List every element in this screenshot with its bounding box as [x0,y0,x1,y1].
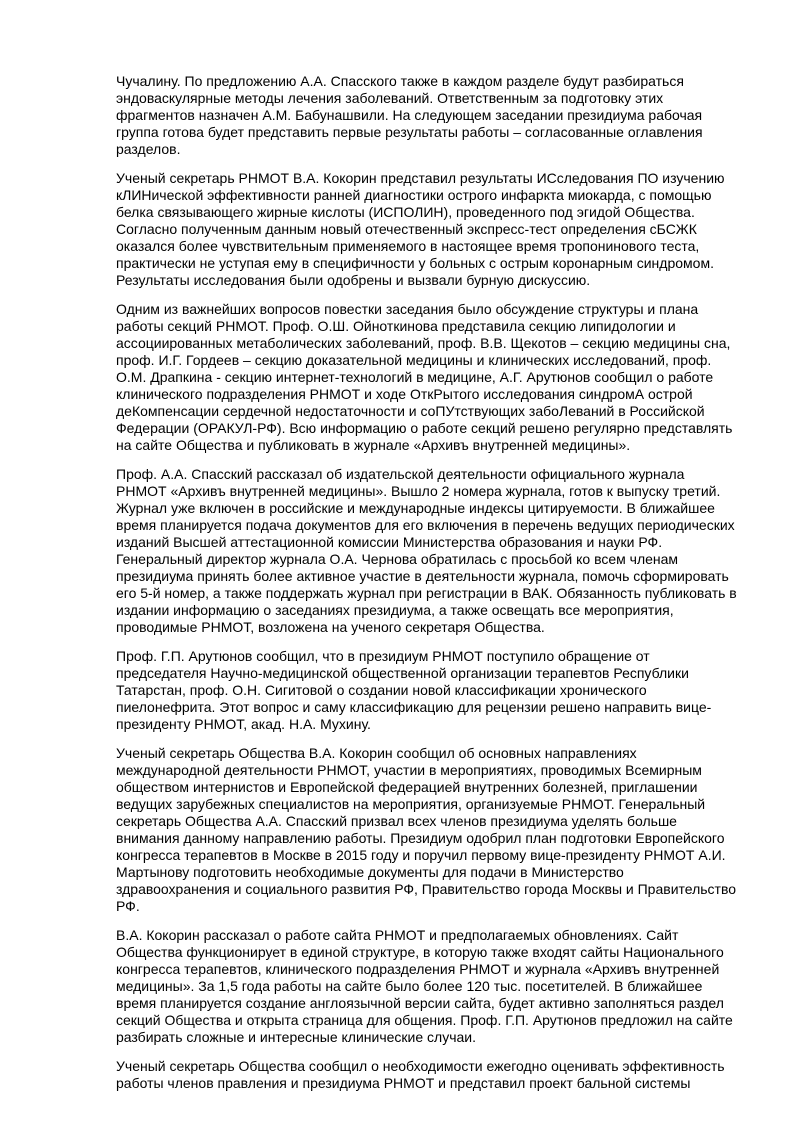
paragraph-3: Одним из важнейших вопросов повестки заседания было обсуждение структуры и плана работы секций РНМОТ. Проф. О.Ш. Ойноткинова представила секцию липидологии и ассоциированных метаболических заболеваний, проф. В.В. Щекотов – секцию медицины сна, проф. И.Г. Гордеев – секцию доказательной медицины и клинических исследований, проф. О.М. Драпкина - секцию интернет-технологий в медицине, А.Г. Арутюнов сообщил о работе клинического подразделения РНМОТ и ходе ОткРытого исследования синдромА острой деКомпенсации сердечной недостаточности и соПУтствующих забоЛеваний в Российской Федерации (ОРАКУЛ-РФ). Всю информацию о работе секций решено регулярно представлять на сайте Общества и публиковать в журнале «Архивъ внутренней медицины». [116,301,733,453]
paragraph-4: Проф. А.А. Спасский рассказал об издательской деятельности официального журнала РНМОТ «Архивъ внутренней медицины». Вышло 2 номера журнала, готов к выпуску третий. Журнал уже включен в российские и международные индексы цитируемости. В ближайшее время планируется подача документов для его включения в перечень ведущих периодических изданий Высшей аттестационной комиссии Министерства образования и науки РФ. Генеральный директор журнала О.А. Чернова обратилась с просьбой ко всем членам президиума принять более активное участие в деятельности журнала, помочь сформировать его 5-й номер, а также поддержать журнал при регистрации в ВАК. Обязанность публиковать в издании информацию о заседаниях президиума, а также освещать все мероприятия, проводимые РНМОТ, возложена на ученого секретаря Общества. [116,466,737,635]
paragraph-6: Ученый секретарь Общества В.А. Кокорин сообщил об основных направлениях международной деятельности РНМОТ, участии в мероприятиях, проводимых Всемирным обществом интернистов и Европейской федерацией внутренних болезней, приглашении ведущих зарубежных специалистов на мероприятия, организуемые РНМОТ. Генеральный секретарь Общества А.А. Спасский призвал всех членов президиума уделять больше внимания данному направлению работы. Президиум одобрил план подготовки Европейского конгресса терапевтов в Москве в 2015 году и поручил первому вице-президенту РНМОТ А.И. Мартынову подготовить необходимые документы для подачи в Министерство здравоохранения и социального развития РФ, Правительство города Москвы и Правительство РФ. [116,745,737,914]
document-page [116,73,743,1104]
paragraph-8: Ученый секретарь Общества сообщил о необходимости ежегодно оценивать эффективность работы членов правления и президиума РНМОТ и представил проект бальной системы [116,1058,725,1091]
paragraph-5: Проф. Г.П. Арутюнов сообщил, что в президиум РНМОТ поступило обращение от председателя Научно-медицинской общественной организации терапевтов Республики Татарстан, проф. О.Н. Сигитовой о создании новой классификации хронического пиелонефрита. Этот вопрос и саму классификацию для рецензии решено направить вице- президенту РНМОТ, акад. Н.А. Мухину. [116,648,712,732]
paragraph-1: Чучалину. По предложению А.А. Спасского также в каждом разделе будут разбираться эндоваскулярные методы лечения заболеваний. Ответственным за подготовку этих фрагментов назначен А.М. Бабунашвили. На следующем заседании президиума рабочая группа готова будет представить первые результаты работы – согласованные оглавления разделов. [116,73,703,157]
paragraph-7: В.А. Кокорин рассказал о работе сайта РНМОТ и предполагаемых обновлениях. Сайт Общества функционирует в единой структуре, в которую также входят сайты Национального конгресса терапевтов, клинического подразделения РНМОТ и журнала «Архивъ внутренней медицины». За 1,5 года работы на сайте было более 120 тыс. посетителей. В ближайшее время планируется создание англоязычной версии сайта, будет активно заполняться раздел секций Общества и открыта страница для общения. Проф. Г.П. Арутюнов предложил на сайте разбирать сложные и интересные клинические случаи. [116,927,733,1045]
paragraph-2: Ученый секретарь РНМОТ В.А. Кокорин представил результаты ИСследования ПО изучению кЛИНической эффективности ранней диагностики острого инфаркта миокарда, с помощью белка связывающего жирные кислоты (ИСПОЛИН), проведенного под эгидой Общества. Согласно полученным данным новый отечественный экспресс-тест определения сБСЖК оказался более чувствительным применяемого в настоящее время тропонинового теста, практически не уступая ему в специфичности у больных с острым коронарным синдромом. Результаты исследования были одобрены и вызвали бурную дискуссию. [116,170,725,288]
